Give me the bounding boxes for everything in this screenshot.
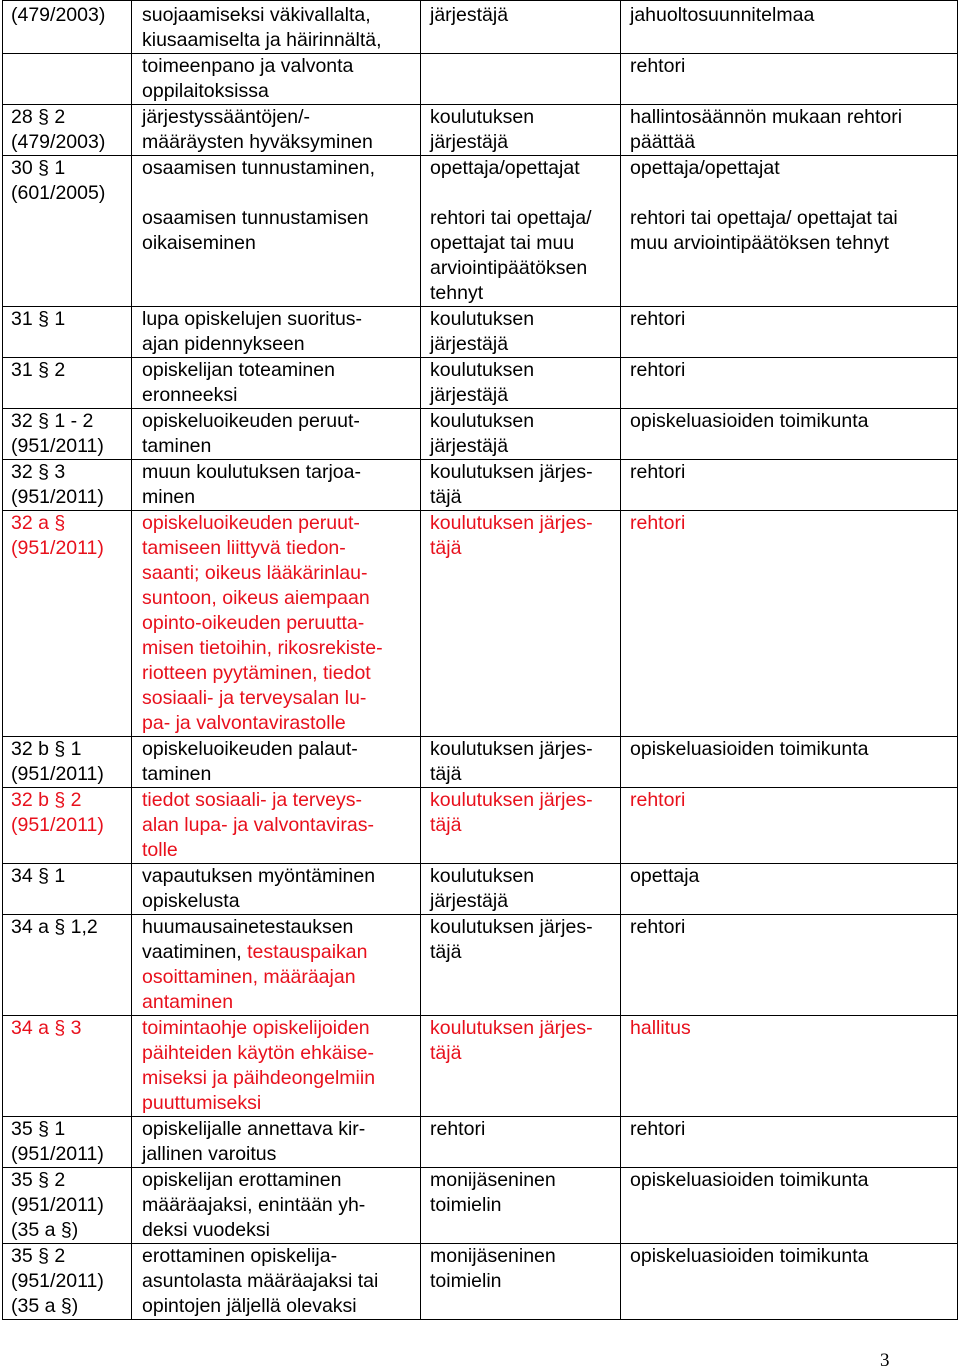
cell-line: opettaja/opettajat <box>630 157 780 179</box>
spacer <box>630 181 957 206</box>
cell-line: taminen <box>142 763 212 785</box>
cell-line: saanti; oikeus lääkärinlau- <box>142 562 368 584</box>
decider-cell <box>621 409 958 460</box>
cell-line: järjestäjä <box>430 435 509 457</box>
cell-line: opinto-oikeuden peruutta- <box>142 612 365 634</box>
cell-line: jallinen varoitus <box>142 1143 277 1165</box>
section-cell <box>3 511 132 737</box>
section-cell <box>3 1016 132 1117</box>
table-row <box>3 1244 958 1320</box>
cell-line: opiskeluoikeuden peruut- <box>142 410 360 432</box>
cell-line: tolle <box>142 839 178 861</box>
cell-line: 34 a § 3 <box>11 1017 82 1039</box>
cell-line: rehtori <box>630 55 686 77</box>
cell-line: misen tietoihin, rikosrekiste- <box>142 637 383 659</box>
subject-cell <box>132 54 421 105</box>
cell-line: jahuoltosuunnitelmaa <box>630 4 815 26</box>
cell-line: rehtori <box>430 1118 486 1140</box>
cell-line: koulutuksen järjes- <box>430 1017 593 1039</box>
cell-line: (951/2011) <box>11 435 104 457</box>
cell-line: suojaamiseksi väkivallalta, <box>142 4 371 26</box>
cell-line: toimielin <box>430 1194 502 1216</box>
cell-line: määräysten hyväksyminen <box>142 131 373 153</box>
subject-cell <box>132 915 421 1016</box>
cell-line: opiskeluasioiden toimikunta <box>630 738 869 760</box>
decider-cell <box>621 1244 958 1320</box>
cell-line: deksi vuodeksi <box>142 1219 270 1241</box>
table-row <box>3 1168 958 1244</box>
organizer-cell <box>421 1117 621 1168</box>
subject-cell <box>132 307 421 358</box>
cell-line: opiskeluoikeuden palaut- <box>142 738 358 760</box>
decider-cell <box>621 358 958 409</box>
cell-line: järjestäjä <box>430 4 509 26</box>
cell-line: täjä <box>430 814 462 836</box>
organizer-cell <box>421 1168 621 1244</box>
cell-line: määräajaksi, enintään yh- <box>142 1194 366 1216</box>
cell-line: monijäseninen <box>430 1245 556 1267</box>
cell-line: (951/2011) <box>11 1270 104 1292</box>
decider-cell <box>621 54 958 105</box>
cell-line: 35 § 1 <box>11 1118 66 1140</box>
cell-line: täjä <box>430 537 462 559</box>
spacer <box>142 181 420 206</box>
cell-line: hallitus <box>630 1017 691 1039</box>
section-cell <box>3 737 132 788</box>
cell-line: koulutuksen järjes- <box>430 461 593 483</box>
cell-line: tamiseen liittyvä tiedon- <box>142 537 346 559</box>
cell-line: päihteiden käytön ehkäise- <box>142 1042 374 1064</box>
cell-line: rehtori <box>630 1118 686 1140</box>
cell-line: täjä <box>430 1042 462 1064</box>
decision-table <box>2 0 958 1320</box>
organizer-cell <box>421 54 621 105</box>
organizer-cell <box>421 156 621 307</box>
cell-line: koulutuksen <box>430 308 535 330</box>
cell-line: oikaiseminen <box>142 232 256 254</box>
cell-line: koulutuksen <box>430 865 535 887</box>
cell-line: järjestäjä <box>430 131 509 153</box>
subject-cell <box>132 737 421 788</box>
cell-line: toimielin <box>430 1270 502 1292</box>
cell-line: muu arviointipäätöksen tehnyt <box>630 232 890 254</box>
cell-line: koulutuksen järjes- <box>430 512 593 534</box>
cell-line: tiedot sosiaali- ja terveys- <box>142 789 363 811</box>
cell-line: 31 § 2 <box>11 359 66 381</box>
cell-line: järjestäjä <box>430 890 509 912</box>
cell-line: 34 a § 1,2 <box>11 916 98 938</box>
table-row <box>3 864 958 915</box>
table-row <box>3 307 958 358</box>
cell-line: opiskelijan toteaminen <box>142 359 335 381</box>
cell-line: opiskeluasioiden toimikunta <box>630 410 869 432</box>
cell-line: (951/2011) <box>11 486 104 508</box>
cell-line: asuntolasta määräajaksi tai <box>142 1270 379 1292</box>
cell-line: opiskeluasioiden toimikunta <box>630 1245 869 1267</box>
subject-cell <box>132 1244 421 1320</box>
decider-cell <box>621 1117 958 1168</box>
organizer-cell <box>421 864 621 915</box>
organizer-cell <box>421 1244 621 1320</box>
cell-line: (951/2011) <box>11 763 104 785</box>
cell-line: (951/2011) <box>11 1143 104 1165</box>
decider-cell <box>621 105 958 156</box>
cell-line: päättää <box>630 131 696 153</box>
page-number: 3 <box>880 1350 890 1371</box>
subject-cell <box>132 864 421 915</box>
organizer-cell <box>421 1016 621 1117</box>
cell-line: koulutuksen järjes- <box>430 789 593 811</box>
cell-line: täjä <box>430 941 462 963</box>
organizer-cell <box>421 307 621 358</box>
cell-line: 35 § 2 <box>11 1169 66 1191</box>
cell-line: 32 § 3 <box>11 461 66 483</box>
decision-table-body <box>3 1 958 1320</box>
cell-line: suntoon, oikeus aiempaan <box>142 587 370 609</box>
cell-line-red-part: testauspaikan <box>247 941 368 963</box>
organizer-cell <box>421 511 621 737</box>
cell-line: opiskelusta <box>142 890 240 912</box>
subject-cell <box>132 1168 421 1244</box>
cell-line: huumausainetestauksen <box>142 916 354 938</box>
decider-cell <box>621 1016 958 1117</box>
table-row <box>3 1 958 54</box>
decider-cell <box>621 915 958 1016</box>
cell-line: opiskelijan erottaminen <box>142 1169 342 1191</box>
subject-cell <box>132 788 421 864</box>
cell-line: pa- ja valvontavirastolle <box>142 712 346 734</box>
cell-line: kiusaamiselta ja häirinnältä, <box>142 29 382 51</box>
section-cell <box>3 1244 132 1320</box>
cell-line: (35 a §) <box>11 1219 79 1241</box>
cell-line: minen <box>142 486 196 508</box>
organizer-cell <box>421 788 621 864</box>
cell-line: opiskelijalle annettava kir- <box>142 1118 366 1140</box>
table-row <box>3 737 958 788</box>
cell-line: opettajat tai muu <box>430 232 575 254</box>
cell-line: eronneeksi <box>142 384 238 406</box>
cell-line: opiskeluasioiden toimikunta <box>630 1169 869 1191</box>
cell-line: osaamisen tunnustaminen, <box>142 157 376 179</box>
section-cell <box>3 1168 132 1244</box>
table-row <box>3 788 958 864</box>
cell-line: 34 § 1 <box>11 865 66 887</box>
cell-line: toimintaohje opiskelijoiden <box>142 1017 370 1039</box>
cell-line: opintojen jäljellä olevaksi <box>142 1295 357 1317</box>
cell-line: 32 b § 1 <box>11 738 82 760</box>
cell-line: rehtori tai opettaja/ opettajat tai <box>630 207 898 229</box>
cell-line: oppilaitoksissa <box>142 80 269 102</box>
cell-line: antaminen <box>142 991 234 1013</box>
cell-line: (479/2003) <box>11 131 106 153</box>
cell-line: 31 § 1 <box>11 308 66 330</box>
cell-line: (951/2011) <box>11 1194 104 1216</box>
cell-line: muun koulutuksen tarjoa- <box>142 461 361 483</box>
cell-line: järjestyssääntöjen/- <box>142 106 310 128</box>
cell-line: koulutuksen järjes- <box>430 916 593 938</box>
cell-line: erottaminen opiskelija- <box>142 1245 338 1267</box>
cell-line: (479/2003) <box>11 4 106 26</box>
decider-cell <box>621 1168 958 1244</box>
cell-line-wrap <box>142 940 420 965</box>
cell-line: (35 a §) <box>11 1295 79 1317</box>
subject-cell <box>132 409 421 460</box>
cell-line: toimeenpano ja valvonta <box>142 55 354 77</box>
decider-cell <box>621 864 958 915</box>
organizer-cell <box>421 737 621 788</box>
cell-line: rehtori <box>630 461 686 483</box>
section-cell <box>3 105 132 156</box>
subject-cell <box>132 156 421 307</box>
table-row <box>3 1117 958 1168</box>
cell-line: 28 § 2 <box>11 106 66 128</box>
cell-line: rehtori <box>630 789 686 811</box>
decider-cell <box>621 307 958 358</box>
cell-line: opettaja <box>630 865 700 887</box>
cell-line: 35 § 2 <box>11 1245 66 1267</box>
cell-line: riotteen pyytäminen, tiedot <box>142 662 371 684</box>
table-row <box>3 460 958 511</box>
cell-line: opiskeluoikeuden peruut- <box>142 512 360 534</box>
decider-cell <box>621 156 958 307</box>
cell-line: sosiaali- ja terveysalan lu- <box>142 687 367 709</box>
decider-cell <box>621 788 958 864</box>
cell-line: lupa opiskelujen suoritus- <box>142 308 363 330</box>
cell-line: (601/2005) <box>11 182 106 204</box>
decider-cell <box>621 511 958 737</box>
cell-line: vaatiminen, <box>142 941 248 963</box>
section-cell <box>3 460 132 511</box>
cell-line: rehtori <box>630 916 686 938</box>
cell-line: miseksi ja päihdeongelmiin <box>142 1067 376 1089</box>
cell-line: täjä <box>430 486 462 508</box>
cell-line: vapautuksen myöntäminen <box>142 865 376 887</box>
cell-line: monijäseninen <box>430 1169 556 1191</box>
organizer-cell <box>421 1 621 54</box>
cell-line: rehtori <box>630 512 686 534</box>
cell-line: alan lupa- ja valvontaviras- <box>142 814 374 836</box>
spacer <box>430 181 620 206</box>
section-cell <box>3 54 132 105</box>
section-cell <box>3 358 132 409</box>
cell-line: osaamisen tunnustamisen <box>142 207 369 229</box>
table-row <box>3 409 958 460</box>
cell-line: ajan pidennykseen <box>142 333 305 355</box>
cell-line: (951/2011) <box>11 814 104 836</box>
decider-cell <box>621 460 958 511</box>
cell-line: koulutuksen <box>430 359 535 381</box>
subject-cell <box>132 1 421 54</box>
cell-line: järjestäjä <box>430 384 509 406</box>
table-row <box>3 54 958 105</box>
cell-line: täjä <box>430 763 462 785</box>
organizer-cell <box>421 915 621 1016</box>
decider-cell <box>621 1 958 54</box>
cell-line: hallintosäännön mukaan rehtori <box>630 106 903 128</box>
cell-line: rehtori <box>630 359 686 381</box>
section-cell <box>3 864 132 915</box>
cell-line: opettaja/opettajat <box>430 157 580 179</box>
cell-line: koulutuksen <box>430 106 535 128</box>
subject-cell <box>132 460 421 511</box>
table-row <box>3 511 958 737</box>
cell-line: rehtori tai opettaja/ <box>430 207 592 229</box>
subject-cell <box>132 105 421 156</box>
cell-line: koulutuksen järjes- <box>430 738 593 760</box>
organizer-cell <box>421 460 621 511</box>
table-row <box>3 1016 958 1117</box>
cell-line: koulutuksen <box>430 410 535 432</box>
organizer-cell <box>421 105 621 156</box>
table-row <box>3 156 958 307</box>
section-cell <box>3 307 132 358</box>
table-row <box>3 105 958 156</box>
cell-line: 32 b § 2 <box>11 789 82 811</box>
section-cell <box>3 1117 132 1168</box>
table-row <box>3 915 958 1016</box>
cell-line: rehtori <box>630 308 686 330</box>
section-cell <box>3 915 132 1016</box>
cell-line: puuttumiseksi <box>142 1092 262 1114</box>
subject-cell <box>132 358 421 409</box>
section-cell <box>3 156 132 307</box>
organizer-cell <box>421 409 621 460</box>
section-cell <box>3 409 132 460</box>
cell-line: 32 § 1 - 2 <box>11 410 94 432</box>
cell-line: (951/2011) <box>11 537 104 559</box>
table-row <box>3 358 958 409</box>
subject-cell <box>132 511 421 737</box>
decider-cell <box>621 737 958 788</box>
cell-line: arviointipäätöksen <box>430 257 588 279</box>
subject-cell <box>132 1117 421 1168</box>
cell-line: järjestäjä <box>430 333 509 355</box>
subject-cell <box>132 1016 421 1117</box>
cell-line: tehnyt <box>430 282 484 304</box>
organizer-cell <box>421 358 621 409</box>
section-cell <box>3 1 132 54</box>
cell-line: 32 a § <box>11 512 66 534</box>
cell-line: osoittaminen, määräajan <box>142 966 356 988</box>
section-cell <box>3 788 132 864</box>
cell-line: taminen <box>142 435 212 457</box>
cell-line: 30 § 1 <box>11 157 66 179</box>
